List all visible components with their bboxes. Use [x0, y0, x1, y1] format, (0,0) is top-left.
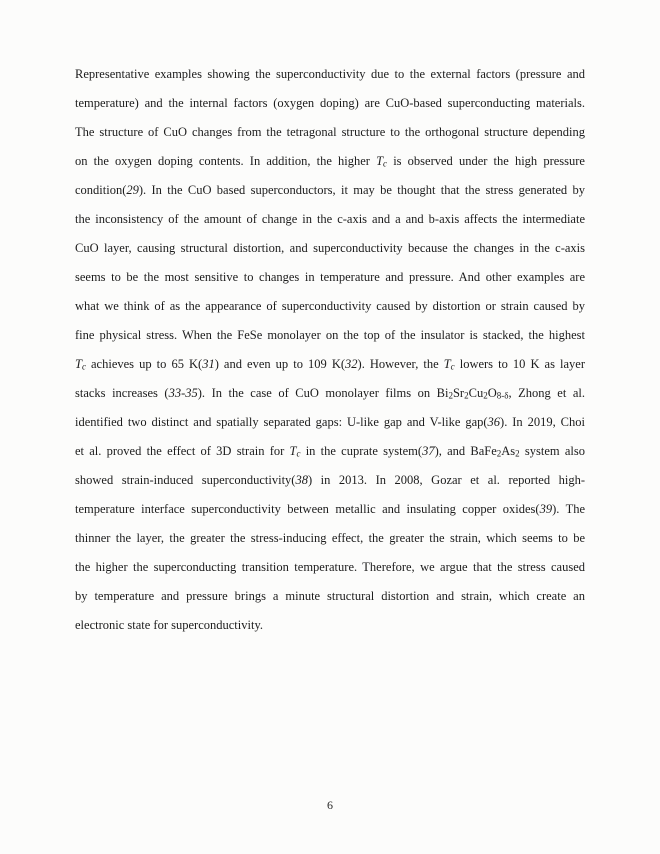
text-run: the higher the superconducting transition temperature. Therefore, we argue that the stress caused	[75, 560, 585, 574]
text-run: identified two distinct and spatially separated gaps: U-like gap and V-like gap(	[75, 415, 488, 429]
text-run: by temperature and pressure brings a minute structural distortion and strain, which create an	[75, 589, 585, 603]
text-line	[75, 147, 585, 176]
text-run: c	[296, 448, 301, 459]
text-line	[75, 495, 585, 524]
text-line	[75, 379, 585, 408]
text-run: ). However, the	[357, 357, 444, 371]
text-run: 2	[515, 448, 520, 459]
text-line	[75, 205, 585, 234]
text-run: seems to be the most sensitive to changes in temperature and pressure. And other examples are	[75, 270, 585, 284]
text-run: As	[501, 444, 516, 458]
text-run: electronic state for superconductivity.	[75, 618, 264, 632]
text-line	[75, 553, 585, 582]
text-run: ). The	[552, 502, 585, 516]
text-run: achieves up to 65 K(	[85, 357, 203, 371]
text-run: 2	[483, 390, 488, 401]
text-line	[75, 118, 585, 147]
text-run: ). In the CuO based superconductors, it may be thought that the stress generated by	[138, 183, 585, 197]
text-run: 2	[496, 448, 502, 459]
text-run: c	[450, 361, 455, 372]
text-run: the inconsistency of the amount of change in the c-axis and a and b-axis affects the intermediate	[75, 212, 585, 226]
text-run: is observed under the high pressure	[387, 154, 585, 168]
text-line	[75, 524, 585, 553]
text-run: CuO layer, causing structural distortion, and superconductivity because the changes in the c-axis	[75, 241, 585, 255]
text-line	[75, 176, 585, 205]
text-run: in the cuprate system(	[300, 444, 423, 458]
text-line	[75, 60, 585, 89]
text-line	[75, 234, 585, 263]
text-line	[75, 466, 585, 495]
text-run: 39	[539, 502, 553, 516]
text-run: lowers to 10 K as layer	[454, 357, 585, 371]
page-number: 6	[327, 798, 333, 812]
text-run: 31	[202, 357, 215, 371]
text-run: ) in 2013. In 2008, Gozar et al. reported high-	[307, 473, 586, 487]
text-run: c	[383, 158, 388, 169]
text-run: c	[81, 361, 86, 372]
text-line	[75, 582, 585, 611]
text-run: 29	[126, 183, 139, 197]
text-run: 37	[422, 444, 435, 458]
text-line	[75, 408, 585, 437]
text-run: system also	[519, 444, 585, 458]
text-run: ) and even up to 109 K(	[214, 357, 346, 371]
text-run: T	[443, 357, 451, 371]
text-line	[75, 321, 585, 350]
text-run: et al. proved the effect of 3D strain for	[75, 444, 290, 458]
text-run: temperature interface superconductivity between metallic and insulating copper oxides(	[75, 502, 540, 516]
text-run: T	[376, 154, 384, 168]
text-run: O	[487, 386, 497, 400]
text-run: on the oxygen doping contents. In addition, the higher	[75, 154, 377, 168]
text-run: 38	[295, 473, 308, 487]
text-run: ). In 2019, Choi	[500, 415, 585, 429]
text-run: T	[75, 357, 82, 371]
text-line	[75, 292, 585, 321]
text-run: ). In the case of CuO monolayer films on Bi	[197, 386, 449, 400]
text-run: showed strain-induced superconductivity(	[75, 473, 296, 487]
text-run: fine physical stress. When the FeSe monolayer on the top of the insulator is stacked, the highest	[75, 328, 585, 342]
text-run: 2	[448, 390, 453, 401]
text-run: The structure of CuO changes from the tetragonal structure to the orthogonal structure depending	[75, 125, 585, 139]
text-run: thinner the layer, the greater the stress-inducing effect, the greater the strain, which seems to be	[75, 531, 585, 545]
text-line	[75, 611, 585, 640]
text-run: Sr	[452, 386, 465, 400]
text-line	[75, 263, 585, 292]
text-run: Cu	[468, 386, 484, 400]
text-run: T	[289, 444, 297, 458]
text-run: 33-35	[168, 386, 198, 400]
text-run: stacks increases (	[75, 386, 169, 400]
text-line	[75, 350, 585, 379]
text-run: 36	[487, 415, 501, 429]
text-run: , Zhong et al.	[508, 386, 585, 400]
text-run: Representative examples showing the superconductivity due to the external factors (pressure and	[75, 67, 585, 81]
body-text	[75, 60, 585, 640]
text-line	[75, 89, 585, 118]
text-run: temperature) and the internal factors (oxygen doping) are CuO-based superconducting materials.	[75, 96, 585, 110]
text-run: ), and BaFe	[434, 444, 497, 458]
text-run: 8-δ	[496, 390, 509, 401]
text-line	[75, 437, 585, 466]
text-run: 32	[345, 357, 358, 371]
text-run: condition(	[75, 183, 127, 197]
text-run: what we think of as the appearance of superconductivity caused by distortion or strain caused by	[75, 299, 585, 313]
text-run: 2	[464, 390, 469, 401]
